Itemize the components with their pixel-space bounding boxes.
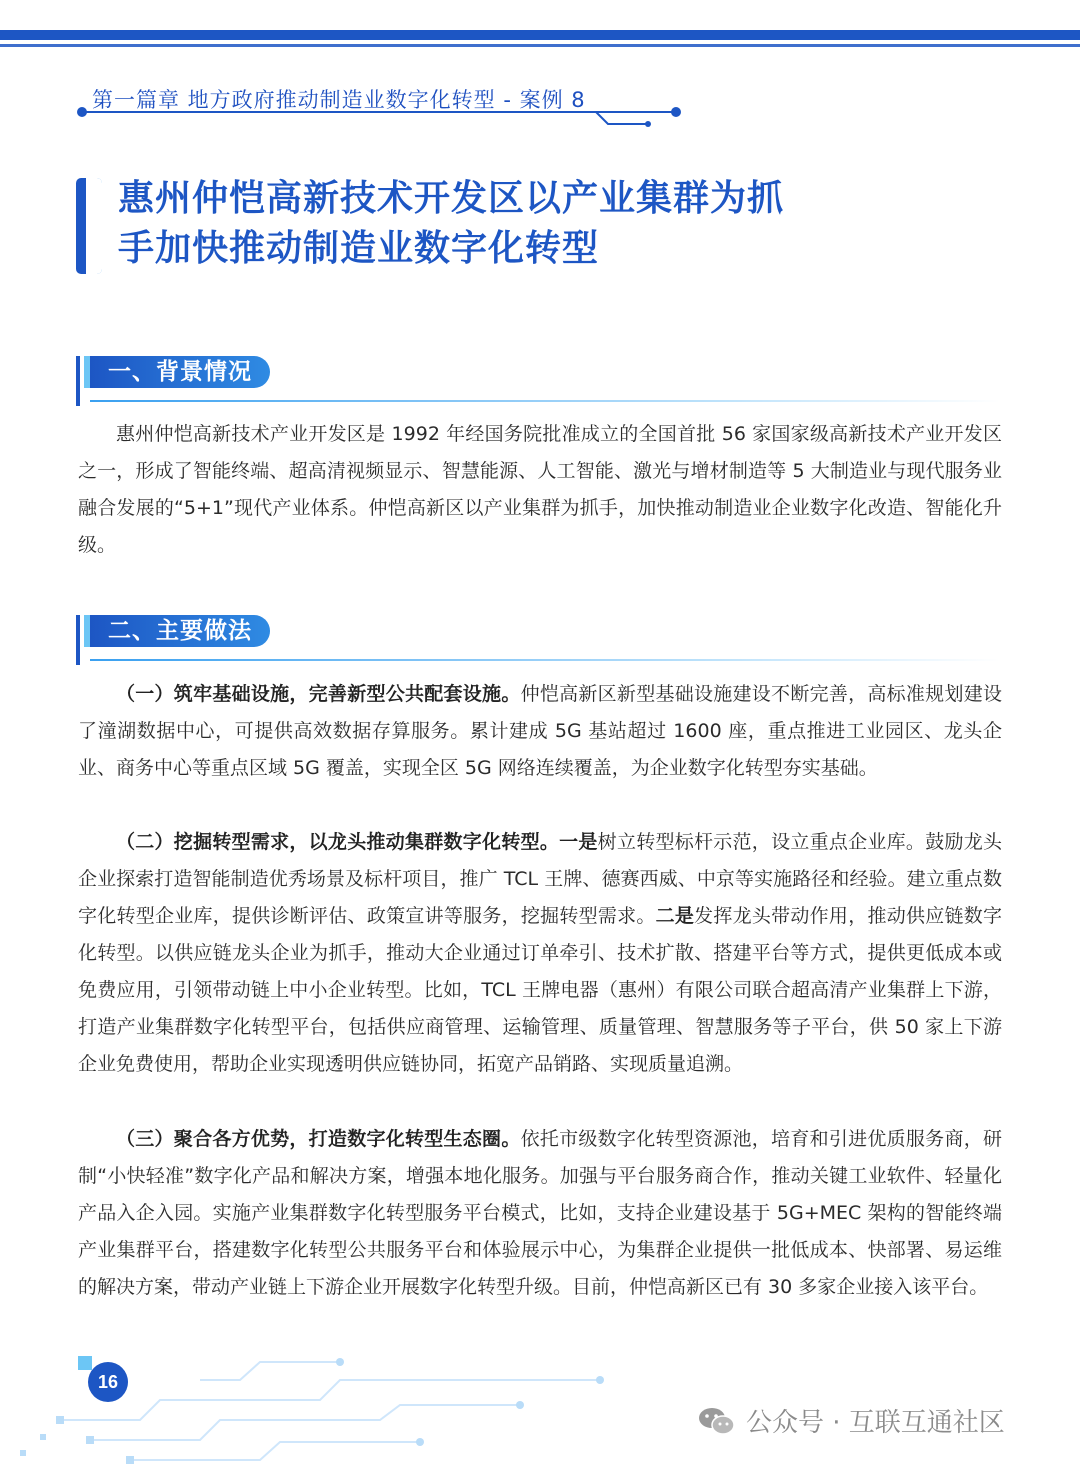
measure-2-point-2-label: 二是 bbox=[655, 905, 695, 927]
title-accent-bar bbox=[76, 178, 102, 274]
measure-2-point-1-body: 树立转型标杆示范，设立重点企业库。鼓励龙头企业探索打造智能制造优秀场景及标杆项目，推广 TCL 王牌、德赛西威、中京等实施路径和经验。建立重点数字化转型企业库，提供诊断评估、政策宣讲等服务，挖掘转型需求。 bbox=[78, 831, 1002, 927]
measure-2-point-2-body: 发挥龙头带动作用，推动供应链数字化转型。以供应链龙头企业为抓手，推动大企业通过订单牵引、技术扩散、搭建平台等方式，提供更低成本或免费应用，引领带动链上中小企业转型。比如，TCL 王牌电器（惠州）有限公司联合超高清产业集群上下游，打造产业集群数字化转型平台，包括供应商管理、运输管理、质量管理、智慧服务等子平台，供 50 家上下游企业免费使用，帮助企业实现透明供应链协同，拓宽产品销路、实现质量追溯。 bbox=[78, 905, 1002, 1075]
section-rule bbox=[90, 400, 1000, 402]
header-rule bbox=[76, 102, 686, 132]
page-number: 16 bbox=[88, 1362, 128, 1402]
watermark bbox=[698, 1402, 1005, 1439]
section-vbar bbox=[76, 615, 80, 665]
section-title-1: 一、背景情况 bbox=[90, 356, 270, 388]
measure-1-body: 仲恺高新区新型基础设施建设不断完善，高标准规划建设了潼湖数据中心，可提供高效数据存算服务。累计建成 5G 基站超过 1600 座，重点推进工业园区、龙头企业、商务中心等重点区域 5G 覆盖，实现全区 5G 网络连续覆盖，为企业数字化转型夯实基础。 bbox=[78, 683, 1002, 779]
top-thick-bar bbox=[0, 30, 1080, 40]
section-vbar bbox=[76, 356, 80, 406]
title-line-1: 惠州仲恺高新技术开发区以产业集群为抓 bbox=[118, 178, 785, 219]
article-title bbox=[118, 174, 818, 274]
section-heading-2 bbox=[76, 615, 1006, 665]
background-paragraph: 惠州仲恺高新技术产业开发区是 1992 年经国务院批准成立的全国首批 56 家国家级高新技术产业开发区之一，形成了智能终端、超高清视频显示、智慧能源、人工智能、激光与增材制造等 5 大制造业与现代服务业融合发展的“5+1”现代产业体系。仲恺高新区以产业集群为抓手，加快推动制造业企业数字化改造、智能化升级。 bbox=[78, 423, 1002, 556]
measure-paragraph-1 bbox=[78, 676, 1002, 787]
measure-3-lead: （三）聚合各方优势，打造数字化转型生态圈。 bbox=[116, 1128, 521, 1150]
section-rule bbox=[90, 659, 1000, 661]
top-thin-bar bbox=[0, 44, 1080, 47]
measure-1-lead: （一）筑牢基础设施，完善新型公共配套设施。 bbox=[116, 683, 521, 705]
measure-2-point-1-label: 一是 bbox=[559, 831, 598, 853]
measure-paragraph-2 bbox=[78, 824, 1002, 1083]
section-heading-1 bbox=[76, 356, 1006, 406]
title-line-2: 手加快推动制造业数字化转型 bbox=[118, 228, 600, 269]
wechat-icon bbox=[698, 1406, 736, 1436]
top-decorative-bars bbox=[0, 30, 1080, 47]
measure-paragraph-3 bbox=[78, 1121, 1002, 1306]
measure-2-lead: （二）挖掘转型需求，以龙头推动集群数字化转型。 bbox=[116, 831, 560, 853]
measure-3-body: 依托市级数字化转型资源池，培育和引进优质服务商，研制“小快轻准”数字化产品和解决方案，增强本地化服务。加强与平台服务商合作，推动关键工业软件、轻量化产品入企入园。实施产业集群数字化转型服务平台模式，比如，支持企业建设基于 5G+MEC 架构的智能终端产业集群平台，搭建数字化转型公共服务平台和体验展示中心，为集群企业提供一批低成本、快部署、易运维的解决方案，带动产业链上下游企业开展数字化转型升级。目前，仲恺高新区已有 30 多家企业接入该平台。 bbox=[78, 1128, 1002, 1298]
running-header: 第一篇章 地方政府推动制造业数字化转型 - 案例 8 bbox=[92, 88, 586, 112]
section-title-2: 二、主要做法 bbox=[90, 615, 270, 647]
watermark-text: 公众号 · 互联互通社区 bbox=[746, 1408, 1005, 1438]
page-number-accent bbox=[78, 1356, 92, 1370]
